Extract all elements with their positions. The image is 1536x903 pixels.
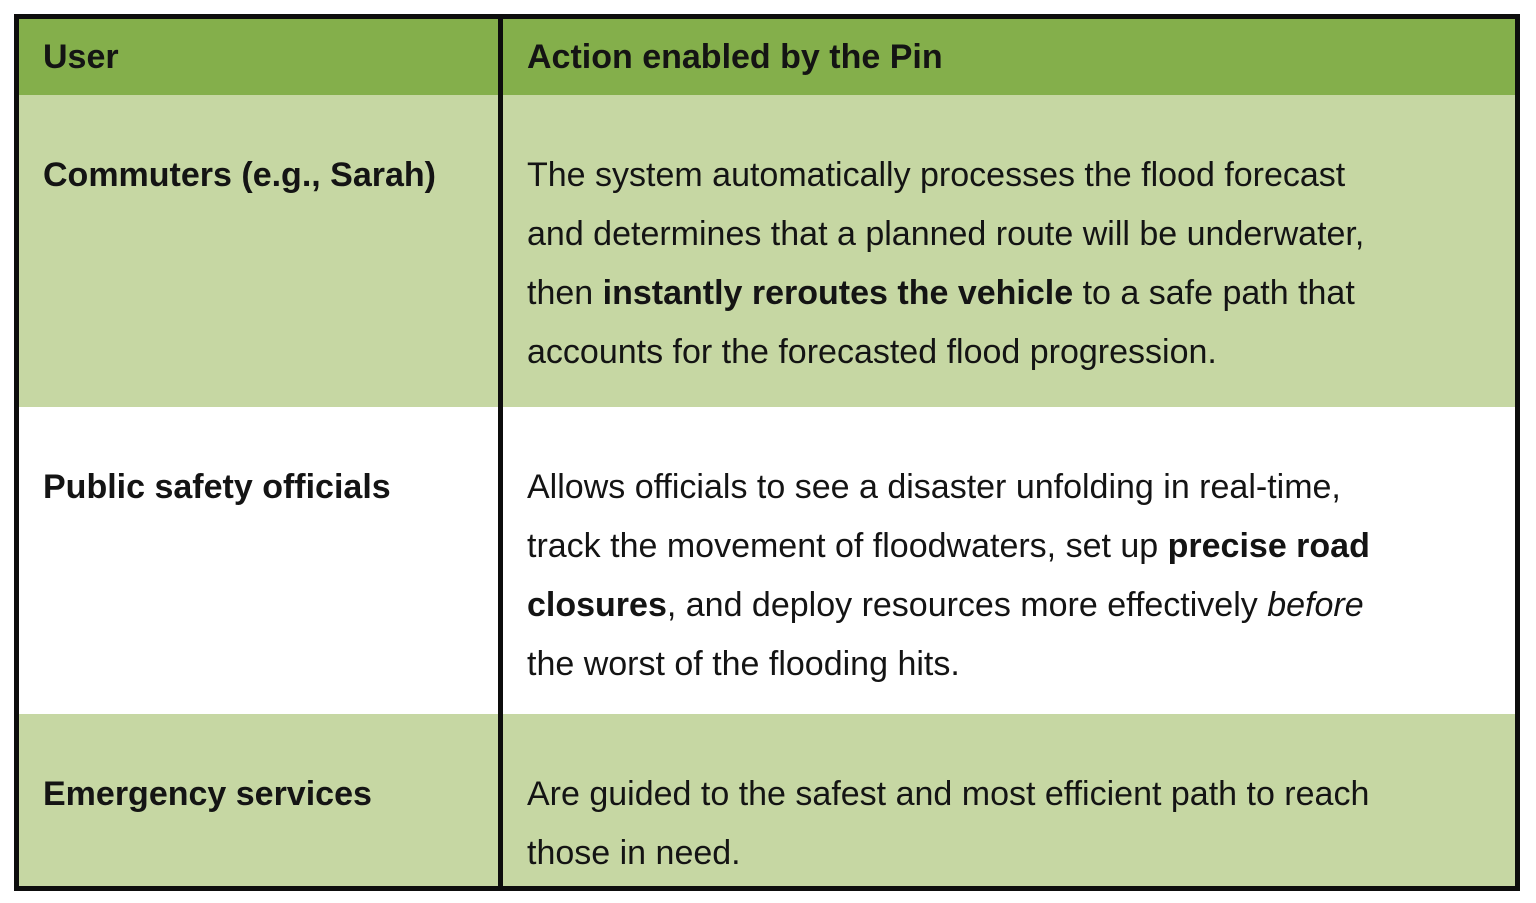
- table-row-emergency-services: [19, 714, 1515, 886]
- header-cell-action: Action enabled by the Pin: [527, 37, 943, 76]
- row-public-safety-action-text: Allows officials to see a disaster unfolding in real-time, track the movement of floodwaters, set up precise road closures, and deploy resources more effectively before the worst of the flooding hits.: [527, 468, 1370, 683]
- row-emergency-user-label: Emergency services: [19, 714, 503, 886]
- table-row-commuters: [19, 95, 1515, 407]
- table-row-public-safety: [19, 407, 1515, 714]
- row-commuters-user-label: Commuters (e.g., Sarah): [19, 95, 503, 407]
- row-emergency-action-text: Are guided to the safest and most efficient path to reach those in need.: [527, 775, 1370, 872]
- header-cell-user: User: [19, 19, 503, 95]
- row-commuters-action-text: The system automatically processes the flood forecast and determines that a planned route will be underwater, then instantly reroutes the vehicle to a safe path that accounts for the forecasted flood progression.: [527, 156, 1365, 371]
- user-action-table: [14, 14, 1520, 891]
- table-header-row: [19, 19, 1515, 95]
- row-public-safety-user-label: Public safety officials: [19, 407, 503, 714]
